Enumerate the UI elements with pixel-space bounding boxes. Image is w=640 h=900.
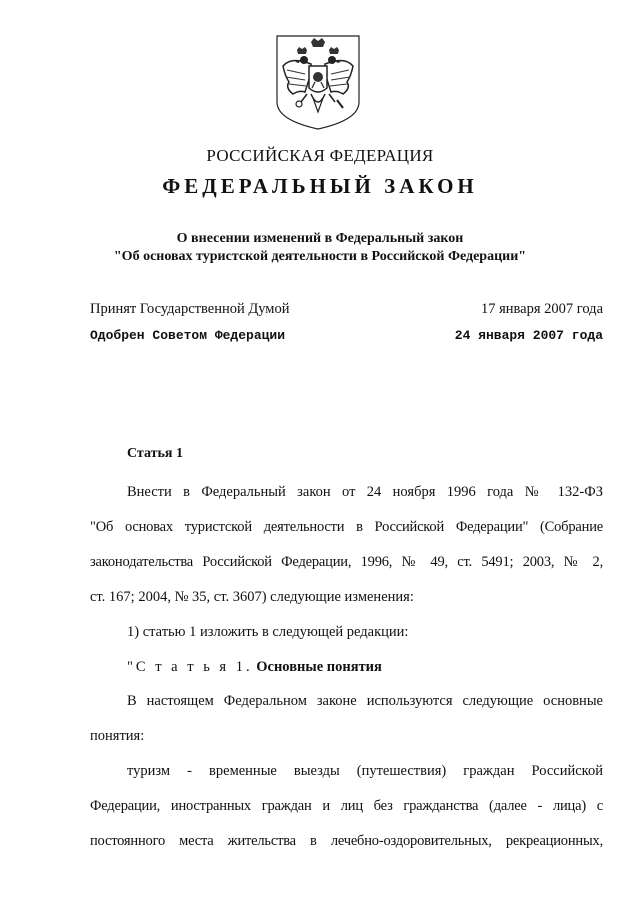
law-title-line-2: "Об основах туристской деятельности в Российской Федерации" xyxy=(113,249,527,264)
paragraph-line: Внести в Федеральный закон от 24 ноября 1996 года № 132-ФЗ xyxy=(127,484,603,500)
article-1-heading: Статья 1 xyxy=(127,446,183,461)
country-name: РОССИЙСКАЯ ФЕДЕРАЦИЯ xyxy=(206,146,434,165)
paragraph-line: законодательства Российской Федерации, 1996, № 49, ст. 5491; 2003, № 2, xyxy=(90,554,603,570)
paragraph-line: постоянного места жительства в лечебно-оздоровительных, рекреационных, xyxy=(90,833,603,849)
sub-article-title: Основные понятия xyxy=(256,659,382,675)
paragraph-line: В настоящем Федеральном законе используются следующие основные xyxy=(127,693,603,709)
document-type: ФЕДЕРАЛЬНЫЙ ЗАКОН xyxy=(162,174,478,198)
council-label: Одобрен Советом Федерации xyxy=(90,328,286,343)
duma-label: Принят Государственной Думой xyxy=(90,301,290,317)
adoption-duma-row xyxy=(90,301,603,318)
paragraph-line: Федерации, иностранных граждан и лиц без гражданства (далее - лица) с xyxy=(90,798,603,814)
paragraph-line: ст. 167; 2004, № 35, ст. 3607) следующие изменения: xyxy=(90,589,414,605)
sub-article-prefix: "С т а т ь я 1. xyxy=(127,659,253,675)
amendment-item: 1) статью 1 изложить в следующей редакции: xyxy=(127,624,409,640)
paragraph-line: туризм - временные выезды (путешествия) граждан Российской xyxy=(127,763,603,779)
paragraph-line: "Об основах туристской деятельности в Российской Федерации" (Собрание xyxy=(90,519,603,535)
adoption-council-row xyxy=(90,328,603,343)
paragraph-line: понятия: xyxy=(90,728,145,744)
double-headed-eagle-icon xyxy=(271,32,365,132)
duma-date: 17 января 2007 года xyxy=(480,301,603,317)
council-date: 24 января 2007 года xyxy=(454,328,603,343)
law-title xyxy=(0,230,640,266)
law-title-line-1: О внесении изменений в Федеральный закон xyxy=(176,231,464,246)
sub-article-heading xyxy=(90,658,603,676)
